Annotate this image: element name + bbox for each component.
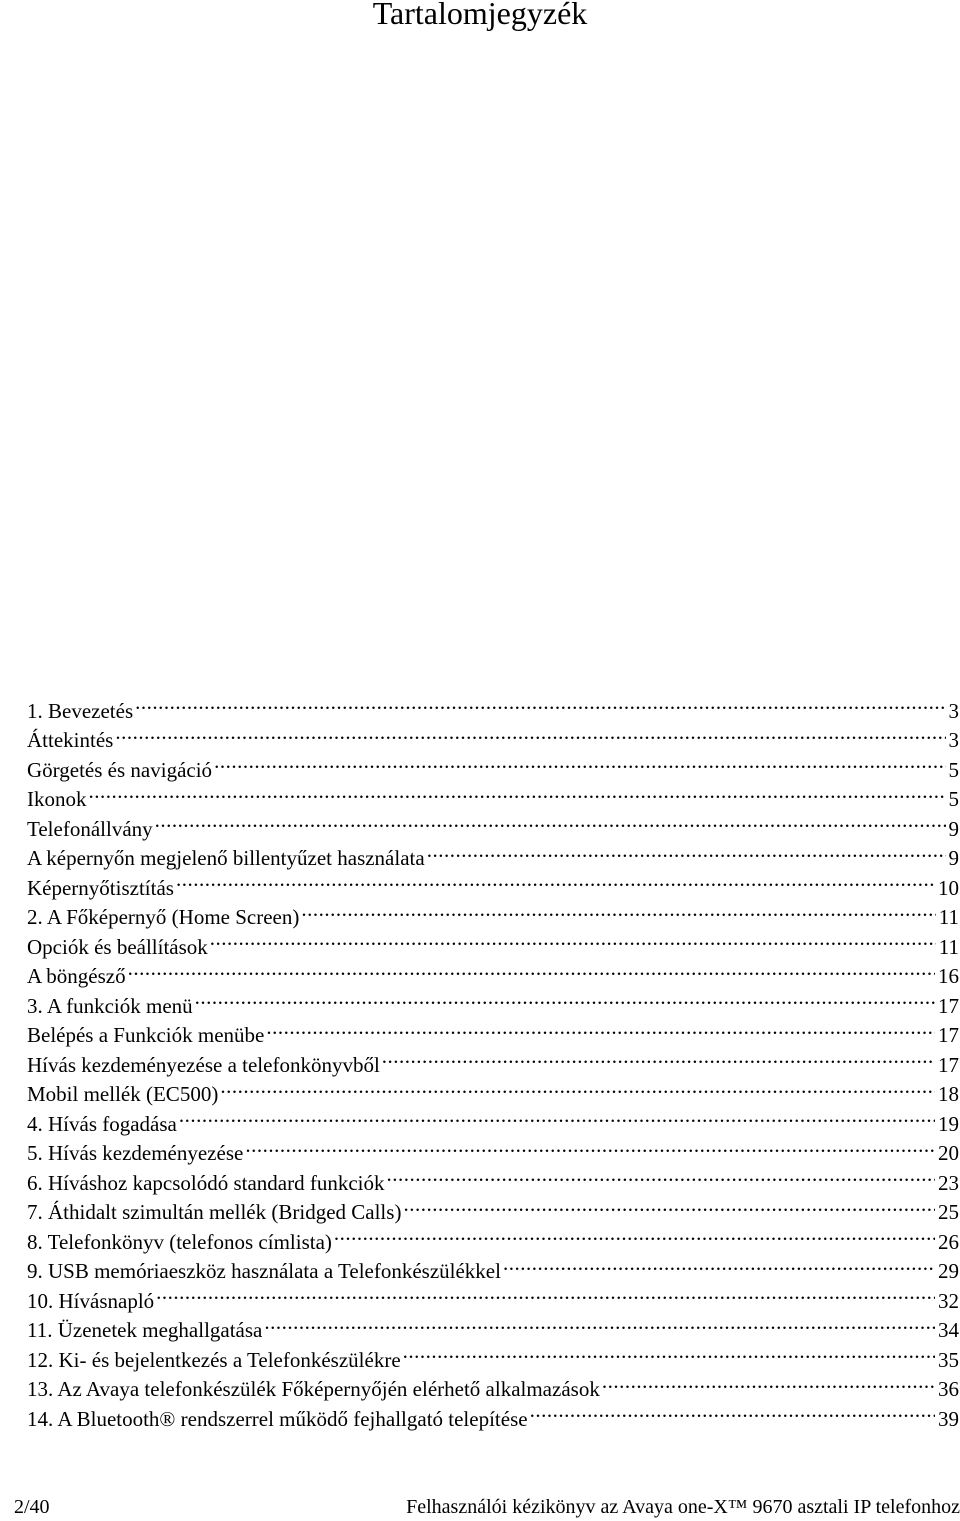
toc-leader-dots xyxy=(195,983,935,1013)
toc-entry-label: 6. Híváshoz kapcsolódó standard funkciók xyxy=(27,1170,385,1195)
toc-entry-label: Ikonok xyxy=(27,787,87,811)
toc-entry-label: Hívás kezdeményezése a telefonkönyvből xyxy=(27,1052,380,1077)
toc-entry-page-number: 9 xyxy=(948,816,959,841)
toc-leader-dots xyxy=(387,1160,935,1190)
toc-entry-page-number: 17 xyxy=(938,993,959,1018)
toc-entry-page-number: 11 xyxy=(938,905,959,929)
toc-leader-dots xyxy=(135,688,945,718)
toc-leader-dots xyxy=(602,1367,935,1397)
toc-leader-dots xyxy=(155,806,946,836)
toc-entry-page-number: 5 xyxy=(948,757,959,782)
toc-leader-dots xyxy=(264,1308,935,1338)
table-of-contents xyxy=(27,688,959,1431)
toc-entry[interactable] xyxy=(27,777,959,811)
toc-entry-label: 9. USB memóriaeszköz használata a Telefonkészülékkel xyxy=(27,1259,501,1283)
toc-entry-page-number: 16 xyxy=(938,964,959,988)
toc-leader-dots xyxy=(245,1131,935,1161)
toc-entry[interactable] xyxy=(27,1308,959,1342)
toc-leader-dots xyxy=(156,1278,935,1308)
toc-leader-dots xyxy=(214,747,945,777)
toc-entry-label: 12. Ki- és bejelentkezés a Telefonkészülékre xyxy=(27,1347,401,1372)
toc-entry-page-number: 9 xyxy=(948,846,959,870)
toc-leader-dots xyxy=(530,1396,935,1426)
toc-entry-label: 1. Bevezetés xyxy=(27,698,134,723)
toc-entry-page-number: 39 xyxy=(938,1406,959,1431)
toc-leader-dots xyxy=(334,1219,935,1249)
toc-entry-label: 11. Üzenetek meghallgatása xyxy=(27,1318,263,1342)
toc-entry[interactable] xyxy=(27,806,959,841)
toc-entry-page-number: 3 xyxy=(948,728,959,752)
toc-entry-label: Görgetés és navigáció xyxy=(27,757,213,782)
toc-entry-page-number: 17 xyxy=(938,1023,959,1047)
toc-leader-dots xyxy=(403,1337,935,1367)
toc-entry-label: 14. A Bluetooth® rendszerrel működő fejhallgató telepítése xyxy=(27,1406,528,1431)
toc-leader-dots xyxy=(176,865,935,895)
toc-leader-dots xyxy=(427,836,946,866)
toc-entry-label: A képernyőn megjelenő billentyűzet használata xyxy=(27,846,425,870)
toc-entry[interactable] xyxy=(27,1278,959,1313)
toc-leader-dots xyxy=(89,777,946,807)
toc-entry[interactable] xyxy=(27,836,959,870)
toc-leader-dots xyxy=(301,895,935,925)
toc-entry-label: 5. Hívás kezdeményezése xyxy=(27,1141,244,1165)
toc-entry[interactable] xyxy=(27,983,959,1018)
toc-leader-dots xyxy=(128,954,935,984)
toc-leader-dots xyxy=(115,718,945,748)
footer-document-title: Felhasználói kézikönyv az Avaya one-X™ 9670 asztali IP telefonhoz xyxy=(406,1496,960,1518)
toc-leader-dots xyxy=(403,1190,935,1220)
toc-entry-page-number: 34 xyxy=(938,1318,959,1342)
toc-entry-page-number: 3 xyxy=(948,698,959,723)
footer-page-number: 2/40 xyxy=(14,1496,50,1518)
toc-entry-page-number: 20 xyxy=(938,1141,959,1165)
toc-entry-page-number: 29 xyxy=(938,1259,959,1283)
toc-entry[interactable] xyxy=(27,688,959,723)
toc-entry-page-number: 32 xyxy=(938,1288,959,1313)
toc-leader-dots xyxy=(210,924,936,954)
toc-entry-label: Belépés a Funkciók menübe xyxy=(27,1023,265,1047)
toc-entry-page-number: 17 xyxy=(938,1052,959,1077)
toc-entry-label: Mobil mellék (EC500) xyxy=(27,1082,219,1106)
toc-entry-label: 8. Telefonkönyv (telefonos címlista) xyxy=(27,1229,332,1254)
toc-entry-label: 13. Az Avaya telefonkészülék Főképernyőjén elérhető alkalmazások xyxy=(27,1377,600,1401)
toc-entry-label: 3. A funkciók menü xyxy=(27,993,193,1018)
toc-leader-dots xyxy=(503,1249,935,1279)
toc-entry-label: 4. Hívás fogadása xyxy=(27,1111,177,1136)
toc-entry-page-number: 35 xyxy=(938,1347,959,1372)
toc-entry-label: A böngésző xyxy=(27,964,126,988)
toc-entry-label: 10. Hívásnapló xyxy=(27,1288,155,1313)
toc-leader-dots xyxy=(179,1101,935,1131)
toc-entry-label: Áttekintés xyxy=(27,728,114,752)
toc-leader-dots xyxy=(266,1013,935,1043)
toc-entry-page-number: 5 xyxy=(948,787,959,811)
toc-entry-page-number: 11 xyxy=(938,934,959,959)
toc-entry-page-number: 26 xyxy=(938,1229,959,1254)
toc-entry[interactable] xyxy=(27,954,959,988)
toc-entry-page-number: 18 xyxy=(938,1082,959,1106)
toc-entry[interactable] xyxy=(27,718,959,752)
toc-entry-label: Telefonállvány xyxy=(27,816,153,841)
toc-entry-page-number: 25 xyxy=(938,1200,959,1224)
toc-leader-dots xyxy=(220,1072,935,1102)
toc-leader-dots xyxy=(382,1042,935,1072)
toc-entry-page-number: 23 xyxy=(938,1170,959,1195)
toc-entry-page-number: 19 xyxy=(938,1111,959,1136)
toc-entry-page-number: 10 xyxy=(938,875,959,900)
page-title: Tartalomjegyzék xyxy=(372,0,588,31)
toc-entry-label: 7. Áthidalt szimultán mellék (Bridged Calls) xyxy=(27,1200,402,1224)
toc-entry-label: Képernyőtisztítás xyxy=(27,875,174,900)
toc-entry-label: 2. A Főképernyő (Home Screen) xyxy=(27,905,300,929)
toc-entry-label: Opciók és beállítások xyxy=(27,934,208,959)
toc-entry[interactable] xyxy=(27,747,959,782)
toc-entry-page-number: 36 xyxy=(938,1377,959,1401)
